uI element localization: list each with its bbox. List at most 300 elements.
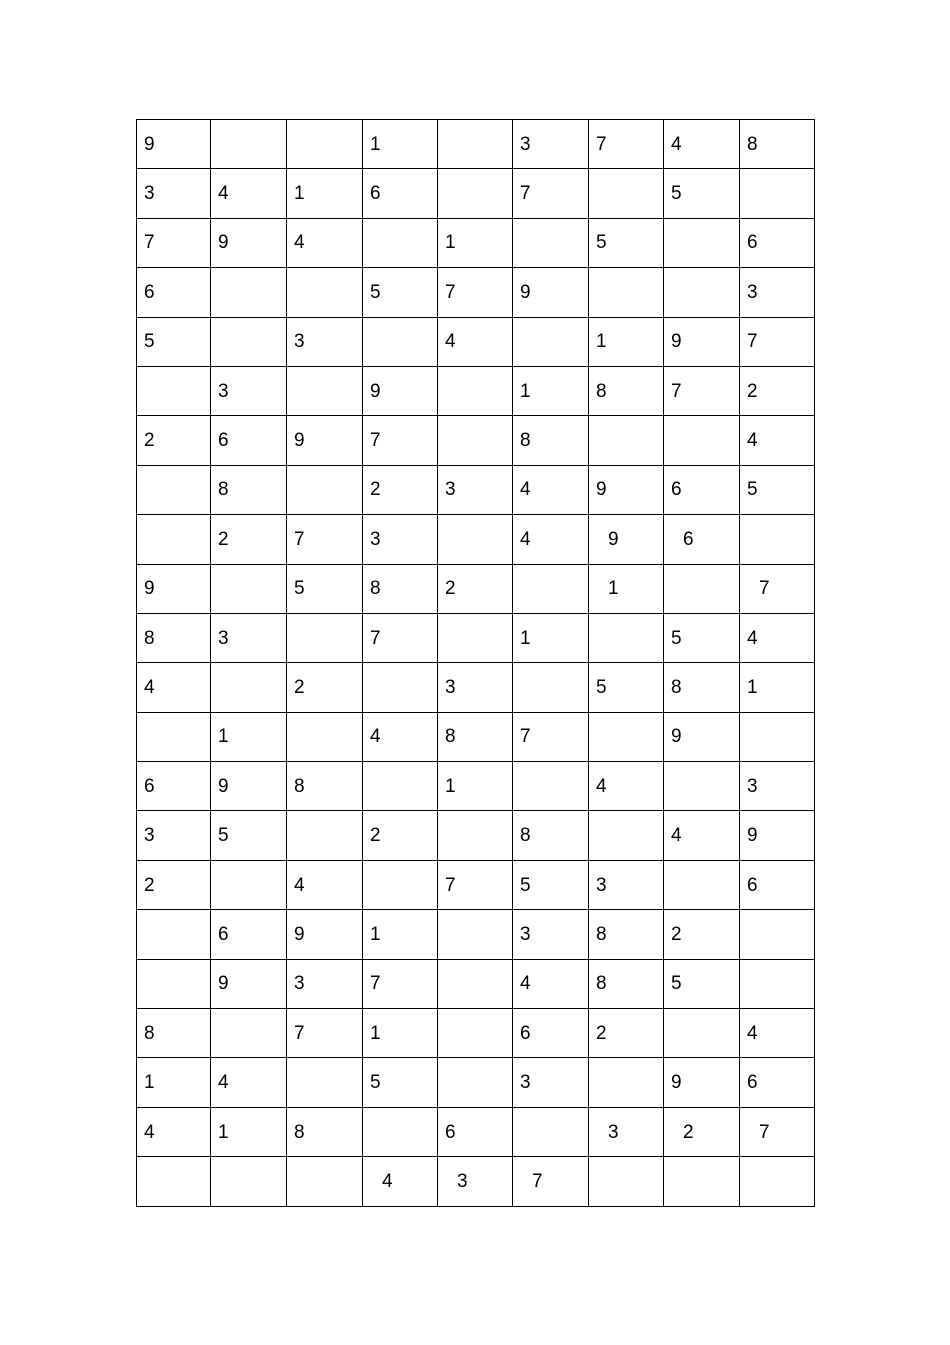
- grid-cell: [211, 515, 287, 564]
- cell-value: 1: [445, 232, 456, 254]
- cell-value: 5: [218, 825, 229, 847]
- grid-cell: [740, 564, 815, 613]
- cell-value: 5: [596, 232, 607, 254]
- grid-cell: [287, 663, 363, 712]
- grid-cell: [589, 663, 664, 712]
- grid-row: [137, 317, 815, 366]
- grid-cell: [363, 663, 438, 712]
- cell-value: 7: [532, 1170, 543, 1192]
- grid-cell: [589, 910, 664, 959]
- grid-cell: [438, 515, 513, 564]
- grid-cell: [740, 1009, 815, 1058]
- cell-value: 3: [747, 775, 758, 797]
- cell-value: 6: [747, 1072, 758, 1094]
- grid-cell: [664, 910, 740, 959]
- grid-cell: [589, 366, 664, 415]
- cell-value: 9: [747, 825, 758, 847]
- grid-cell: [513, 1009, 589, 1058]
- cell-value: 4: [520, 479, 531, 501]
- grid-cell: [211, 1157, 287, 1206]
- cell-value: 5: [596, 676, 607, 698]
- grid-cell: [589, 860, 664, 909]
- grid-cell: [438, 811, 513, 860]
- grid-cell: [740, 366, 815, 415]
- cell-value: 8: [596, 973, 607, 995]
- cell-value: 3: [520, 133, 531, 155]
- grid-cell: [211, 169, 287, 218]
- grid-cell: [137, 613, 211, 662]
- cell-value: 6: [671, 479, 682, 501]
- grid-cell: [664, 465, 740, 514]
- cell-value: 4: [144, 676, 155, 698]
- cell-value: 7: [370, 430, 381, 452]
- cell-value: 3: [520, 1072, 531, 1094]
- grid-cell: [589, 1009, 664, 1058]
- grid-cell: [137, 515, 211, 564]
- grid-cell: [363, 1107, 438, 1156]
- grid-cell: [211, 959, 287, 1008]
- cell-value: 7: [759, 578, 770, 600]
- cell-value: 8: [294, 1121, 305, 1143]
- cell-value: 9: [218, 775, 229, 797]
- grid-cell: [287, 811, 363, 860]
- cell-value: 2: [144, 874, 155, 896]
- cell-value: 8: [520, 430, 531, 452]
- grid-row: [137, 268, 815, 317]
- cell-value: 7: [747, 331, 758, 353]
- grid-cell: [137, 860, 211, 909]
- cell-value: 9: [520, 281, 531, 303]
- grid-cell: [513, 811, 589, 860]
- number-grid-body: [137, 120, 815, 1207]
- grid-cell: [740, 416, 815, 465]
- number-grid: [136, 119, 815, 1207]
- cell-value: 3: [608, 1121, 619, 1143]
- cell-value: 4: [747, 1022, 758, 1044]
- grid-cell: [740, 1157, 815, 1206]
- cell-value: 1: [520, 627, 531, 649]
- grid-cell: [438, 169, 513, 218]
- grid-cell: [589, 811, 664, 860]
- cell-value: 6: [370, 183, 381, 205]
- grid-cell: [513, 120, 589, 169]
- cell-value: 9: [218, 973, 229, 995]
- cell-value: 8: [747, 133, 758, 155]
- cell-value: 3: [144, 183, 155, 205]
- cell-value: 4: [671, 133, 682, 155]
- cell-value: 1: [445, 775, 456, 797]
- grid-cell: [137, 120, 211, 169]
- cell-value: 2: [144, 430, 155, 452]
- grid-cell: [438, 1009, 513, 1058]
- grid-cell: [438, 416, 513, 465]
- grid-cell: [287, 1009, 363, 1058]
- cell-value: 1: [520, 380, 531, 402]
- grid-cell: [287, 169, 363, 218]
- cell-value: 4: [218, 1072, 229, 1094]
- grid-cell: [438, 564, 513, 613]
- grid-cell: [211, 465, 287, 514]
- grid-cell: [589, 120, 664, 169]
- grid-cell: [287, 515, 363, 564]
- grid-cell: [287, 712, 363, 761]
- grid-cell: [740, 1058, 815, 1107]
- grid-cell: [137, 1107, 211, 1156]
- grid-cell: [211, 1009, 287, 1058]
- grid-cell: [137, 268, 211, 317]
- grid-cell: [740, 317, 815, 366]
- cell-value: 1: [144, 1072, 155, 1094]
- grid-cell: [438, 860, 513, 909]
- cell-value: 7: [520, 183, 531, 205]
- cell-value: 9: [671, 726, 682, 748]
- grid-cell: [287, 1058, 363, 1107]
- cell-value: 9: [596, 479, 607, 501]
- cell-value: 6: [445, 1121, 456, 1143]
- grid-cell: [513, 416, 589, 465]
- grid-cell: [589, 959, 664, 1008]
- grid-row: [137, 712, 815, 761]
- grid-cell: [664, 663, 740, 712]
- grid-cell: [211, 712, 287, 761]
- grid-cell: [513, 515, 589, 564]
- cell-value: 4: [445, 331, 456, 353]
- cell-value: 6: [683, 528, 694, 550]
- grid-cell: [740, 811, 815, 860]
- grid-row: [137, 564, 815, 613]
- cell-value: 5: [671, 627, 682, 649]
- cell-value: 3: [457, 1170, 468, 1192]
- cell-value: 6: [144, 775, 155, 797]
- grid-row: [137, 515, 815, 564]
- grid-cell: [438, 317, 513, 366]
- grid-cell: [287, 317, 363, 366]
- grid-cell: [287, 564, 363, 613]
- grid-cell: [363, 1058, 438, 1107]
- grid-cell: [287, 120, 363, 169]
- grid-cell: [664, 169, 740, 218]
- grid-cell: [211, 564, 287, 613]
- grid-cell: [137, 169, 211, 218]
- cell-value: 8: [520, 825, 531, 847]
- grid-cell: [664, 416, 740, 465]
- grid-cell: [211, 366, 287, 415]
- grid-cell: [211, 268, 287, 317]
- grid-cell: [137, 1157, 211, 1206]
- grid-cell: [363, 712, 438, 761]
- grid-cell: [211, 663, 287, 712]
- cell-value: 8: [144, 1022, 155, 1044]
- cell-value: 7: [445, 281, 456, 303]
- grid-cell: [740, 1107, 815, 1156]
- grid-cell: [211, 860, 287, 909]
- grid-cell: [363, 959, 438, 1008]
- cell-value: 6: [144, 281, 155, 303]
- cell-value: 4: [218, 183, 229, 205]
- grid-cell: [137, 959, 211, 1008]
- cell-value: 8: [596, 380, 607, 402]
- grid-row: [137, 613, 815, 662]
- grid-cell: [438, 465, 513, 514]
- cell-value: 1: [370, 133, 381, 155]
- cell-value: 9: [671, 1072, 682, 1094]
- grid-cell: [287, 860, 363, 909]
- grid-row: [137, 169, 815, 218]
- grid-cell: [740, 268, 815, 317]
- cell-value: 5: [370, 1072, 381, 1094]
- grid-cell: [740, 663, 815, 712]
- cell-value: 8: [144, 627, 155, 649]
- cell-value: 8: [218, 479, 229, 501]
- cell-value: 1: [370, 1022, 381, 1044]
- grid-cell: [137, 218, 211, 267]
- grid-cell: [137, 762, 211, 811]
- cell-value: 3: [144, 825, 155, 847]
- grid-cell: [363, 366, 438, 415]
- cell-value: 9: [608, 528, 619, 550]
- grid-cell: [287, 268, 363, 317]
- grid-cell: [137, 465, 211, 514]
- cell-value: 4: [294, 874, 305, 896]
- grid-cell: [664, 613, 740, 662]
- grid-cell: [740, 218, 815, 267]
- cell-value: 5: [520, 874, 531, 896]
- cell-value: 3: [294, 973, 305, 995]
- grid-cell: [438, 663, 513, 712]
- cell-value: 6: [218, 923, 229, 945]
- grid-cell: [513, 860, 589, 909]
- grid-cell: [438, 1058, 513, 1107]
- cell-value: 7: [294, 1022, 305, 1044]
- grid-cell: [513, 366, 589, 415]
- grid-cell: [664, 1009, 740, 1058]
- cell-value: 8: [671, 676, 682, 698]
- grid-cell: [287, 416, 363, 465]
- cell-value: 4: [596, 775, 607, 797]
- cell-value: 3: [520, 923, 531, 945]
- grid-cell: [363, 564, 438, 613]
- grid-cell: [513, 1107, 589, 1156]
- cell-value: 2: [747, 380, 758, 402]
- grid-cell: [287, 613, 363, 662]
- grid-cell: [211, 762, 287, 811]
- grid-cell: [740, 465, 815, 514]
- cell-value: 2: [596, 1022, 607, 1044]
- grid-cell: [513, 268, 589, 317]
- grid-cell: [740, 120, 815, 169]
- grid-cell: [363, 613, 438, 662]
- grid-cell: [287, 1157, 363, 1206]
- cell-value: 1: [596, 331, 607, 353]
- grid-cell: [363, 465, 438, 514]
- cell-value: 1: [294, 183, 305, 205]
- cell-value: 1: [370, 923, 381, 945]
- cell-value: 5: [294, 578, 305, 600]
- grid-cell: [513, 959, 589, 1008]
- grid-cell: [211, 317, 287, 366]
- grid-cell: [438, 910, 513, 959]
- grid-row: [137, 1157, 815, 1206]
- grid-cell: [664, 218, 740, 267]
- cell-value: 7: [520, 726, 531, 748]
- grid-cell: [137, 366, 211, 415]
- grid-cell: [363, 910, 438, 959]
- grid-cell: [137, 564, 211, 613]
- grid-cell: [363, 762, 438, 811]
- grid-cell: [363, 811, 438, 860]
- grid-cell: [287, 1107, 363, 1156]
- cell-value: 1: [747, 676, 758, 698]
- grid-cell: [589, 1157, 664, 1206]
- cell-value: 1: [218, 1121, 229, 1143]
- cell-value: 3: [596, 874, 607, 896]
- cell-value: 7: [759, 1121, 770, 1143]
- grid-row: [137, 416, 815, 465]
- grid-cell: [513, 762, 589, 811]
- cell-value: 9: [294, 430, 305, 452]
- grid-cell: [513, 169, 589, 218]
- grid-cell: [664, 1107, 740, 1156]
- grid-cell: [211, 1058, 287, 1107]
- cell-value: 3: [294, 331, 305, 353]
- grid-cell: [211, 1107, 287, 1156]
- grid-cell: [287, 959, 363, 1008]
- grid-cell: [589, 613, 664, 662]
- grid-cell: [363, 169, 438, 218]
- cell-value: 5: [747, 479, 758, 501]
- cell-value: 2: [294, 676, 305, 698]
- grid-cell: [664, 564, 740, 613]
- cell-value: 7: [294, 528, 305, 550]
- grid-cell: [438, 613, 513, 662]
- grid-cell: [589, 465, 664, 514]
- grid-cell: [664, 120, 740, 169]
- grid-row: [137, 465, 815, 514]
- grid-cell: [589, 515, 664, 564]
- grid-cell: [664, 1058, 740, 1107]
- cell-value: 7: [596, 133, 607, 155]
- grid-row: [137, 959, 815, 1008]
- cell-value: 9: [218, 232, 229, 254]
- cell-value: 2: [671, 923, 682, 945]
- grid-row: [137, 120, 815, 169]
- grid-row: [137, 811, 815, 860]
- grid-cell: [740, 169, 815, 218]
- grid-cell: [211, 910, 287, 959]
- cell-value: 5: [144, 331, 155, 353]
- grid-cell: [589, 1107, 664, 1156]
- cell-value: 4: [370, 726, 381, 748]
- grid-row: [137, 910, 815, 959]
- grid-cell: [513, 218, 589, 267]
- grid-cell: [363, 268, 438, 317]
- cell-value: 2: [445, 578, 456, 600]
- grid-cell: [589, 416, 664, 465]
- grid-row: [137, 1058, 815, 1107]
- cell-value: 8: [596, 923, 607, 945]
- cell-value: 8: [370, 578, 381, 600]
- cell-value: 5: [370, 281, 381, 303]
- cell-value: 6: [218, 430, 229, 452]
- cell-value: 1: [608, 578, 619, 600]
- grid-cell: [589, 169, 664, 218]
- cell-value: 7: [370, 627, 381, 649]
- grid-cell: [740, 860, 815, 909]
- grid-cell: [740, 959, 815, 1008]
- grid-cell: [589, 762, 664, 811]
- cell-value: 9: [370, 380, 381, 402]
- grid-cell: [438, 1157, 513, 1206]
- cell-value: 1: [218, 726, 229, 748]
- cell-value: 3: [445, 676, 456, 698]
- cell-value: 8: [445, 726, 456, 748]
- grid-cell: [740, 762, 815, 811]
- grid-cell: [664, 712, 740, 761]
- cell-value: 9: [144, 133, 155, 155]
- grid-cell: [740, 515, 815, 564]
- grid-cell: [438, 366, 513, 415]
- grid-cell: [211, 218, 287, 267]
- grid-cell: [664, 268, 740, 317]
- cell-value: 4: [520, 973, 531, 995]
- grid-cell: [287, 366, 363, 415]
- grid-cell: [664, 515, 740, 564]
- grid-cell: [589, 268, 664, 317]
- grid-cell: [589, 712, 664, 761]
- cell-value: 9: [294, 923, 305, 945]
- grid-cell: [438, 268, 513, 317]
- grid-cell: [211, 416, 287, 465]
- grid-cell: [363, 515, 438, 564]
- grid-cell: [664, 959, 740, 1008]
- grid-cell: [137, 663, 211, 712]
- grid-cell: [363, 317, 438, 366]
- cell-value: 5: [671, 183, 682, 205]
- grid-cell: [137, 317, 211, 366]
- grid-cell: [287, 910, 363, 959]
- cell-value: 7: [144, 232, 155, 254]
- grid-cell: [211, 613, 287, 662]
- grid-cell: [589, 218, 664, 267]
- cell-value: 4: [747, 430, 758, 452]
- grid-cell: [287, 465, 363, 514]
- cell-value: 2: [370, 825, 381, 847]
- grid-cell: [363, 860, 438, 909]
- grid-cell: [513, 613, 589, 662]
- cell-value: 3: [747, 281, 758, 303]
- grid-cell: [363, 416, 438, 465]
- grid-cell: [137, 1009, 211, 1058]
- grid-cell: [137, 712, 211, 761]
- grid-cell: [287, 762, 363, 811]
- grid-cell: [137, 1058, 211, 1107]
- cell-value: 4: [671, 825, 682, 847]
- grid-cell: [438, 1107, 513, 1156]
- cell-value: 4: [747, 627, 758, 649]
- grid-cell: [438, 959, 513, 1008]
- grid-row: [137, 218, 815, 267]
- grid-cell: [137, 910, 211, 959]
- cell-value: 2: [683, 1121, 694, 1143]
- grid-cell: [740, 613, 815, 662]
- grid-cell: [664, 860, 740, 909]
- grid-cell: [740, 910, 815, 959]
- grid-cell: [664, 366, 740, 415]
- grid-row: [137, 1107, 815, 1156]
- grid-cell: [438, 762, 513, 811]
- grid-cell: [211, 811, 287, 860]
- grid-cell: [664, 811, 740, 860]
